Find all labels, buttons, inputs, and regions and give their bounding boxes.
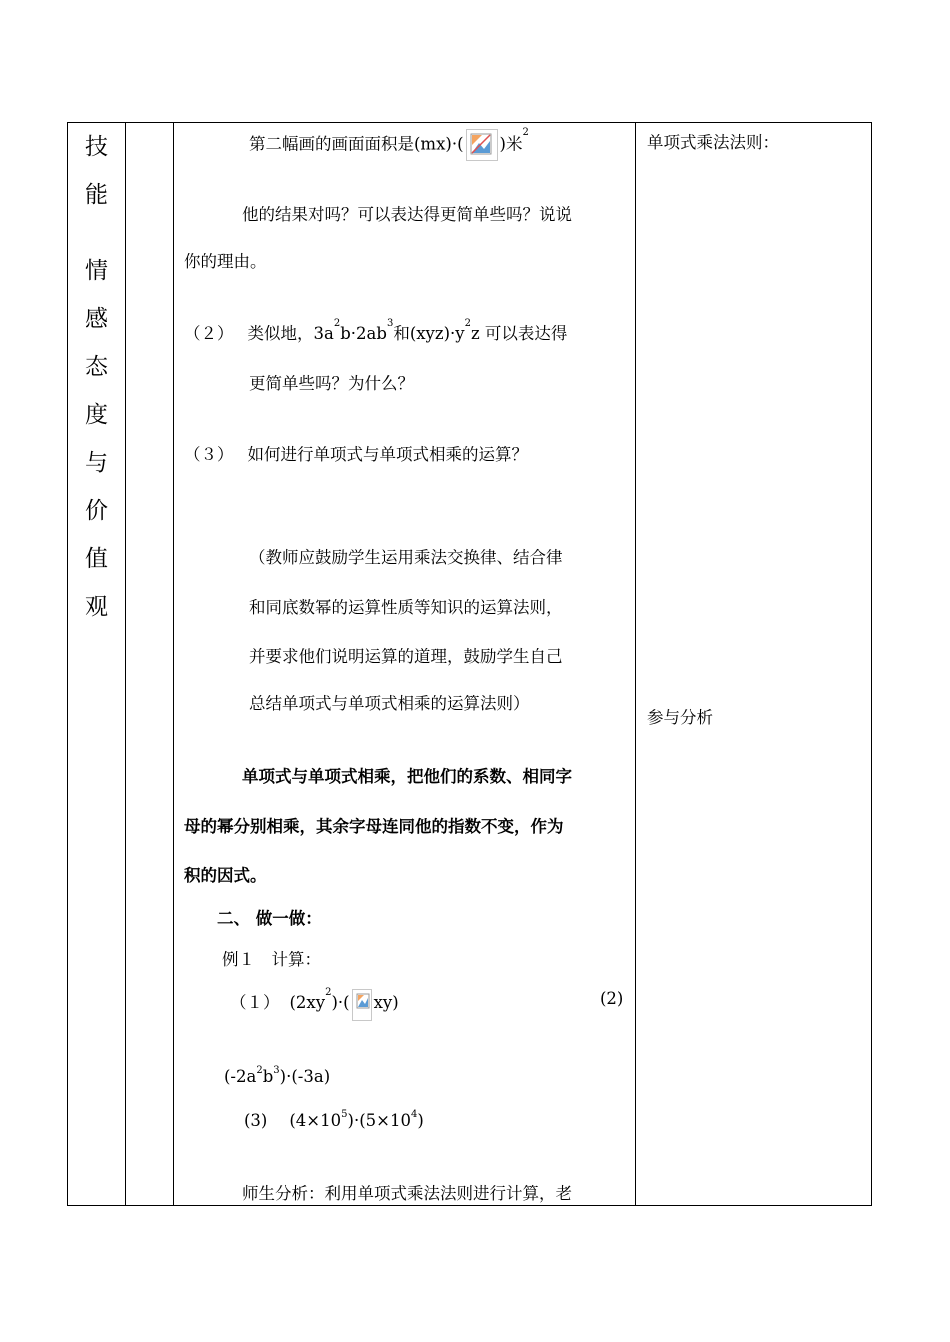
analysis-line: 师生分析：利用单项式乘法法则进行计算，老 bbox=[242, 1184, 572, 1203]
rule-line: 积的因式。 bbox=[184, 866, 267, 885]
column-divider-1 bbox=[125, 123, 126, 1205]
lesson-table bbox=[67, 122, 872, 1206]
objective-char: 与 bbox=[85, 450, 108, 476]
example-2-item: $(-2a^2b^3)\cdot(-3a)$ bbox=[224, 1065, 331, 1086]
question-3: （３） 如何进行单项式与单项式相乘的运算？ bbox=[184, 445, 528, 464]
participate-note: 参与分析 bbox=[647, 708, 713, 727]
rule-line: 母的幂分别相乘，其余字母连同他的指数不变，作为 bbox=[184, 817, 564, 836]
objective-char: 度 bbox=[85, 402, 108, 428]
example-3-item: (3) $(4\times 10^5)\cdot(5\times 10^4)$ bbox=[244, 1109, 424, 1130]
objective-column bbox=[68, 123, 125, 631]
example-1-item: （１） $(2xy^2)\cdot$( xy) bbox=[230, 989, 399, 1021]
rule-line: 单项式与单项式相乘，把他们的系数、相同字 bbox=[242, 767, 572, 786]
objective-char: 值 bbox=[85, 546, 108, 572]
objective-char: 情 bbox=[85, 258, 108, 284]
objective-char: 能 bbox=[85, 182, 108, 208]
example-2-number: (2) bbox=[600, 989, 624, 1008]
objective-char: 态 bbox=[85, 354, 108, 380]
section-heading: 二、 做一做： bbox=[217, 909, 322, 928]
objective-char: 观 bbox=[85, 594, 108, 620]
question-2-line2: 更简单些吗？为什么？ bbox=[249, 374, 414, 393]
question-2: （２） 类似地，$3a^2b\cdot 2ab^3$和$(xyz)\cdot y^2z$ 可以表达得 bbox=[184, 318, 568, 343]
area-expression-line: 第二幅画的画面面积是(mx)·( )米$^2$ bbox=[249, 129, 529, 161]
teacher-note-line: （教师应鼓励学生运用乘法交换律、结合律 bbox=[249, 548, 563, 567]
teacher-note-line: 和同底数幂的运算性质等知识的运算法则， bbox=[249, 598, 563, 617]
rule-heading: 单项式乘法法则： bbox=[647, 133, 779, 152]
objective-char: 技 bbox=[85, 134, 108, 160]
broken-image-icon bbox=[352, 989, 372, 1021]
teacher-note-line: 总结单项式与单项式相乘的运算法则） bbox=[249, 694, 530, 713]
question-para-line: 他的结果对吗？可以表达得更简单些吗？说说 bbox=[242, 205, 572, 224]
question-para-line: 你的理由。 bbox=[184, 252, 267, 271]
column-divider-2 bbox=[173, 123, 174, 1205]
broken-image-icon bbox=[466, 129, 498, 161]
example-heading: 例１ 计算： bbox=[222, 950, 321, 969]
objective-char: 价 bbox=[85, 498, 108, 524]
teacher-note-line: 并要求他们说明运算的道理，鼓励学生自己 bbox=[249, 647, 563, 666]
column-divider-3 bbox=[635, 123, 636, 1205]
objective-char: 感 bbox=[85, 306, 108, 332]
